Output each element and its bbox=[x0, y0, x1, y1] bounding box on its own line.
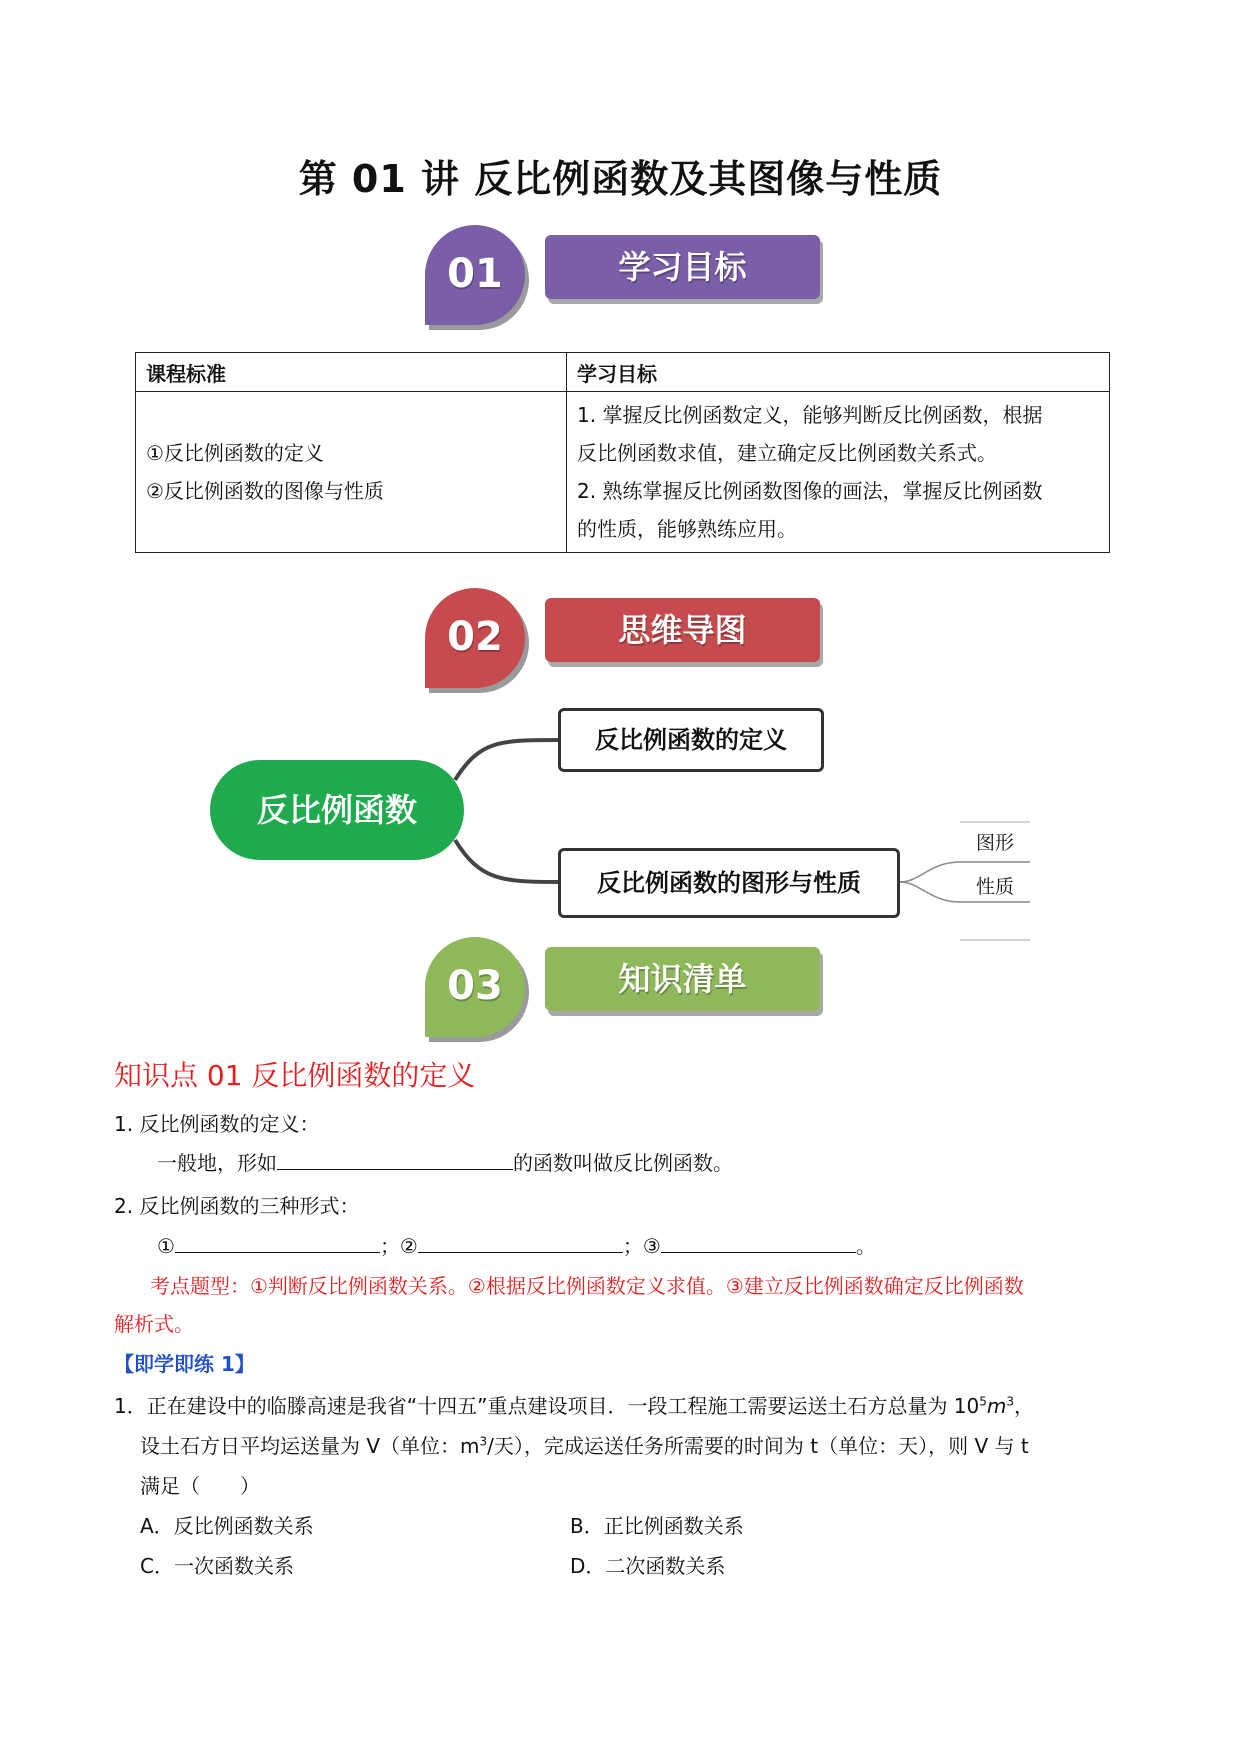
exam-types-line-1: 考点题型：①判断反比例函数关系。②根据反比例函数定义求值。③建立反比例函数确定反比例函数 bbox=[150, 1274, 1024, 1298]
definition-sentence: 一般地，形如 的函数叫做反比例函数。 bbox=[157, 1151, 733, 1175]
page-title: 第 01 讲 反比例函数及其图像与性质 bbox=[298, 157, 943, 201]
question-line-1: 1．正在建设中的临滕高速是我省“十四五”重点建设项目．一段工程施工需要运送土石方总量为 $10^5m^3$， bbox=[114, 1394, 1035, 1418]
connector-branch-1 bbox=[455, 740, 560, 780]
mindmap-leaf-properties: 性质 bbox=[976, 876, 1015, 898]
goal-line-2: 反比例函数求值，建立确定反比例函数关系式。 bbox=[577, 441, 997, 465]
mindmap-leaf-graph: 图形 bbox=[976, 832, 1015, 854]
form-blank-2[interactable] bbox=[418, 1232, 623, 1253]
section-number-03: 03 bbox=[425, 937, 525, 1037]
section-number-01: 01 bbox=[425, 225, 525, 325]
exam-types-line-2: 解析式。 bbox=[114, 1312, 194, 1336]
form-blank-1[interactable] bbox=[175, 1232, 380, 1253]
three-forms-label: 2. 反比例函数的三种形式： bbox=[114, 1194, 360, 1218]
question-line-2: 设土石方日平均运送量为 V（单位：$m^3/$天），完成运送任务所需要的时间为 t（单位：天），则 V 与 t bbox=[140, 1434, 1029, 1458]
option-b[interactable]: B．正比例函数关系 bbox=[570, 1514, 744, 1538]
section-label-03: 知识清单 bbox=[545, 947, 820, 1011]
option-a[interactable]: A．反比例函数关系 bbox=[140, 1514, 314, 1538]
section-label-02: 思维导图 bbox=[545, 598, 820, 662]
standard-item-2: ②反比例函数的图像与性质 bbox=[146, 479, 384, 503]
section-badge-03 bbox=[425, 937, 845, 1047]
table-header-goal: 学习目标 bbox=[567, 353, 1110, 392]
table-header-standard: 课程标准 bbox=[136, 353, 567, 392]
connector-branch-2 bbox=[455, 840, 560, 882]
knowledge-point-title: 知识点 01 反比例函数的定义 bbox=[114, 1059, 476, 1092]
practice-label: 【即学即练 1】 bbox=[114, 1352, 255, 1376]
option-c[interactable]: C．一次函数关系 bbox=[140, 1554, 294, 1578]
form-blank-3[interactable] bbox=[661, 1232, 856, 1253]
goal-line-1: 1. 掌握反比例函数定义，能够判断反比例函数，根据 bbox=[577, 403, 1043, 427]
section-label-01: 学习目标 bbox=[545, 235, 820, 299]
mindmap-branch-graph-properties: 反比例函数的图形与性质 bbox=[558, 848, 900, 918]
mindmap-center-node: 反比例函数 bbox=[210, 760, 464, 860]
question-line-3: 满足（ ） bbox=[140, 1474, 260, 1498]
definition-label: 1. 反比例函数的定义： bbox=[114, 1112, 320, 1136]
standard-item-1: ①反比例函数的定义 bbox=[146, 441, 324, 465]
goal-line-4: 的性质，能够熟练应用。 bbox=[577, 517, 797, 541]
goal-line-3: 2. 熟练掌握反比例函数图像的画法，掌握反比例函数 bbox=[577, 479, 1043, 503]
mindmap-branch-definition: 反比例函数的定义 bbox=[558, 708, 824, 772]
option-d[interactable]: D．二次函数关系 bbox=[570, 1554, 726, 1578]
three-forms-line: ① ；② ；③ 。 bbox=[157, 1234, 876, 1258]
section-number-02: 02 bbox=[425, 588, 525, 688]
definition-blank[interactable] bbox=[277, 1149, 513, 1170]
